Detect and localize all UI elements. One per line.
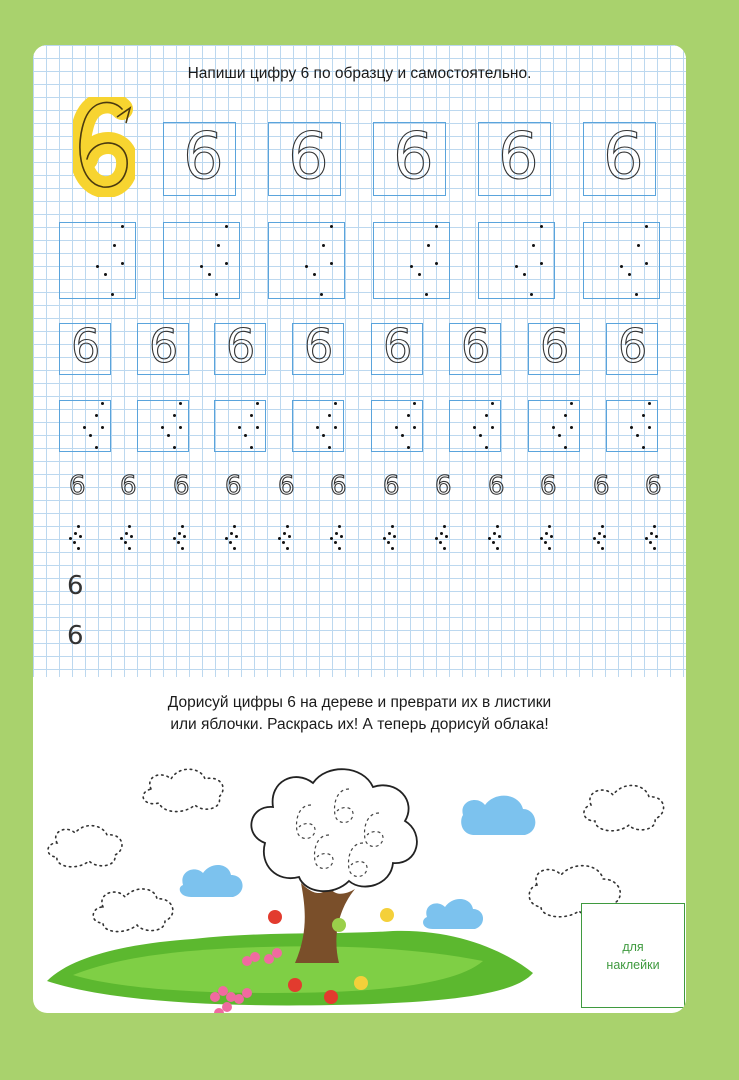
- guide-dot: [89, 434, 92, 437]
- apple-icon: [332, 918, 346, 932]
- guide-dot: [425, 293, 428, 296]
- guide-dot: [440, 532, 443, 535]
- guide-dot: [95, 414, 98, 417]
- sample-digit-icon: [73, 97, 135, 197]
- guide-dot: [473, 426, 476, 429]
- guide-dot: [181, 547, 184, 550]
- apple-icon: [380, 908, 394, 922]
- guide-dot: [628, 273, 631, 276]
- guide-dot: [540, 225, 543, 228]
- guide-dot: [485, 446, 488, 449]
- dashed-digit: 6: [645, 471, 662, 501]
- sticker-label: для наклейки: [606, 939, 660, 972]
- dashed-digit: 6: [304, 319, 334, 373]
- guide-dot: [401, 434, 404, 437]
- guide-dot: [523, 273, 526, 276]
- guide-dot: [532, 244, 535, 247]
- guide-dot: [113, 244, 116, 247]
- guide-dot: [208, 273, 211, 276]
- guide-dot: [334, 541, 337, 544]
- guide-dot: [558, 434, 561, 437]
- dashed-digit: 6: [225, 471, 242, 501]
- guide-dot: [69, 537, 72, 540]
- guide-dot: [322, 244, 325, 247]
- dashed-digit: 6: [488, 471, 505, 501]
- guide-dot: [282, 541, 285, 544]
- guide-dot: [200, 265, 203, 268]
- guide-dot: [645, 225, 648, 228]
- guide-dot: [418, 273, 421, 276]
- trace-box: [59, 222, 136, 299]
- guide-dot: [244, 434, 247, 437]
- guide-dot: [649, 541, 652, 544]
- guide-dot: [121, 225, 124, 228]
- guide-dot: [642, 446, 645, 449]
- guide-dot: [283, 532, 286, 535]
- blue-cloud-icon: [461, 796, 535, 835]
- guide-dot: [330, 262, 333, 265]
- dashed-digit: 6: [330, 471, 347, 501]
- guide-dot: [485, 414, 488, 417]
- guide-dot: [395, 426, 398, 429]
- guide-dot: [229, 541, 232, 544]
- dashed-digit: 6: [603, 120, 644, 194]
- dashed-digit: 6: [461, 319, 491, 373]
- apple-icon: [324, 990, 338, 1004]
- guide-dot: [233, 547, 236, 550]
- guide-dot: [95, 446, 98, 449]
- task2-line1: Дорисуй цифры 6 на дереве и преврати их в листики: [167, 694, 552, 711]
- guide-dot: [238, 426, 241, 429]
- guide-dot: [183, 535, 186, 538]
- guide-dot: [104, 273, 107, 276]
- sample-digit: 6: [67, 621, 84, 651]
- guide-dot: [645, 537, 648, 540]
- guide-dot: [286, 525, 289, 528]
- trace-box: [373, 222, 450, 299]
- guide-dot: [96, 265, 99, 268]
- guide-dot: [407, 414, 410, 417]
- guide-dot: [645, 262, 648, 265]
- guide-dot: [552, 426, 555, 429]
- guide-dot: [544, 541, 547, 544]
- guide-dot: [215, 293, 218, 296]
- dashed-digit: 6: [183, 120, 224, 194]
- guide-dot: [233, 525, 236, 528]
- guide-dot: [413, 402, 416, 405]
- guide-dot: [120, 537, 123, 540]
- guide-dot: [407, 446, 410, 449]
- guide-dot: [328, 446, 331, 449]
- guide-dot: [630, 426, 633, 429]
- tree-crown-icon: [251, 769, 417, 891]
- guide-dot: [288, 535, 291, 538]
- guide-dot: [530, 293, 533, 296]
- guide-dot: [653, 547, 656, 550]
- guide-dot: [330, 537, 333, 540]
- dashed-digit: 6: [226, 319, 256, 373]
- guide-dot: [173, 414, 176, 417]
- guide-dot: [391, 547, 394, 550]
- guide-dot: [492, 541, 495, 544]
- guide-dot: [328, 414, 331, 417]
- guide-dot: [637, 244, 640, 247]
- task2-instruction: [33, 692, 686, 736]
- guide-dot: [601, 547, 604, 550]
- guide-dot: [313, 273, 316, 276]
- guide-dot: [540, 537, 543, 540]
- guide-dot: [601, 525, 604, 528]
- guide-dot: [111, 293, 114, 296]
- guide-dot: [496, 547, 499, 550]
- apple-icon: [268, 910, 282, 924]
- dashed-digit: 6: [540, 471, 557, 501]
- guide-dot: [225, 537, 228, 540]
- guide-dot: [443, 547, 446, 550]
- guide-dot: [479, 434, 482, 437]
- guide-dot: [235, 535, 238, 538]
- trace-box: [583, 222, 660, 299]
- guide-dot: [179, 402, 182, 405]
- guide-dot: [256, 402, 259, 405]
- dashed-digit: 6: [435, 471, 452, 501]
- guide-dot: [340, 535, 343, 538]
- guide-dot: [593, 537, 596, 540]
- guide-dot: [620, 265, 623, 268]
- guide-dot: [225, 225, 228, 228]
- dotted-cloud-icon: [143, 769, 223, 811]
- guide-dot: [74, 532, 77, 535]
- apple-icon: [288, 978, 302, 992]
- guide-dot: [427, 244, 430, 247]
- guide-dot: [435, 225, 438, 228]
- task2-line2: или яблочки. Раскрась их! А теперь дорисуй облака!: [170, 716, 549, 733]
- sample-digit: 6: [67, 571, 84, 601]
- apple-icon: [354, 976, 368, 990]
- guide-dot: [338, 547, 341, 550]
- dashed-digit: 6: [498, 120, 539, 194]
- dashed-digit: 6: [69, 471, 86, 501]
- guide-dot: [124, 541, 127, 544]
- guide-dot: [648, 426, 651, 429]
- guide-dot: [548, 547, 551, 550]
- guide-dot: [179, 426, 182, 429]
- guide-dot: [322, 434, 325, 437]
- guide-dot: [540, 262, 543, 265]
- guide-dot: [101, 402, 104, 405]
- dashed-digit: 6: [540, 319, 570, 373]
- guide-dot: [642, 414, 645, 417]
- trace-box: [478, 222, 555, 299]
- guide-dot: [77, 525, 80, 528]
- guide-dot: [161, 426, 164, 429]
- guide-dot: [278, 537, 281, 540]
- dashed-digit: 6: [149, 319, 179, 373]
- dashed-digit: 6: [278, 471, 295, 501]
- guide-dot: [653, 525, 656, 528]
- worksheet: [33, 45, 686, 1013]
- guide-dot: [128, 547, 131, 550]
- sticker-placeholder: [581, 903, 685, 1008]
- dotted-cloud-icon: [93, 889, 173, 932]
- guide-dot: [515, 265, 518, 268]
- guide-dot: [83, 426, 86, 429]
- dotted-cloud-icon: [48, 826, 122, 867]
- guide-dot: [130, 535, 133, 538]
- blue-cloud-icon: [423, 899, 483, 929]
- guide-dot: [435, 262, 438, 265]
- dashed-digit: 6: [593, 471, 610, 501]
- guide-dot: [334, 426, 337, 429]
- guide-dot: [439, 541, 442, 544]
- guide-dot: [250, 414, 253, 417]
- guide-dot: [597, 541, 600, 544]
- dashed-digit: 6: [71, 319, 101, 373]
- guide-dot: [496, 525, 499, 528]
- dashed-digit: 6: [618, 319, 648, 373]
- guide-dot: [564, 414, 567, 417]
- guide-dot: [391, 525, 394, 528]
- guide-dot: [178, 532, 181, 535]
- guide-dot: [73, 541, 76, 544]
- guide-dot: [548, 525, 551, 528]
- guide-dot: [545, 532, 548, 535]
- dashed-digit: 6: [393, 120, 434, 194]
- guide-dot: [256, 426, 259, 429]
- guide-dot: [570, 402, 573, 405]
- guide-dot: [564, 446, 567, 449]
- dashed-digit: 6: [173, 471, 190, 501]
- guide-dot: [330, 225, 333, 228]
- guide-dot: [128, 525, 131, 528]
- guide-dot: [648, 402, 651, 405]
- guide-dot: [655, 535, 658, 538]
- guide-dot: [488, 537, 491, 540]
- guide-dot: [387, 541, 390, 544]
- guide-dot: [550, 535, 553, 538]
- guide-dot: [498, 535, 501, 538]
- guide-dot: [286, 547, 289, 550]
- guide-dot: [650, 532, 653, 535]
- dotted-cloud-icon: [584, 785, 664, 830]
- guide-dot: [225, 262, 228, 265]
- dashed-digit: 6: [383, 319, 413, 373]
- guide-dot: [338, 525, 341, 528]
- guide-dot: [445, 535, 448, 538]
- guide-dot: [598, 532, 601, 535]
- guide-dot: [305, 265, 308, 268]
- guide-dot: [393, 535, 396, 538]
- trace-box: [268, 222, 345, 299]
- guide-dot: [217, 244, 220, 247]
- dashed-digit: 6: [120, 471, 137, 501]
- guide-dot: [173, 446, 176, 449]
- guide-dot: [77, 547, 80, 550]
- guide-dot: [570, 426, 573, 429]
- guide-dot: [316, 426, 319, 429]
- guide-dot: [101, 426, 104, 429]
- guide-dot: [320, 293, 323, 296]
- guide-dot: [125, 532, 128, 535]
- guide-dot: [635, 293, 638, 296]
- guide-dot: [636, 434, 639, 437]
- guide-dot: [410, 265, 413, 268]
- guide-dot: [250, 446, 253, 449]
- guide-dot: [603, 535, 606, 538]
- blue-cloud-icon: [180, 865, 243, 897]
- guide-dot: [121, 262, 124, 265]
- guide-dot: [334, 402, 337, 405]
- guide-dot: [230, 532, 233, 535]
- guide-dot: [493, 532, 496, 535]
- guide-dot: [79, 535, 82, 538]
- guide-dot: [177, 541, 180, 544]
- guide-dot: [181, 525, 184, 528]
- guide-dot: [173, 537, 176, 540]
- guide-dot: [491, 402, 494, 405]
- dashed-digit: 6: [383, 471, 400, 501]
- guide-dot: [335, 532, 338, 535]
- guide-dot: [435, 537, 438, 540]
- guide-dot: [383, 537, 386, 540]
- guide-dot: [443, 525, 446, 528]
- task1-instruction: Напиши цифру 6 по образцу и самостоятельно.: [187, 65, 532, 82]
- guide-dot: [388, 532, 391, 535]
- dashed-digit: 6: [288, 120, 329, 194]
- guide-dot: [491, 426, 494, 429]
- guide-dot: [167, 434, 170, 437]
- trace-box: [163, 222, 240, 299]
- guide-dot: [413, 426, 416, 429]
